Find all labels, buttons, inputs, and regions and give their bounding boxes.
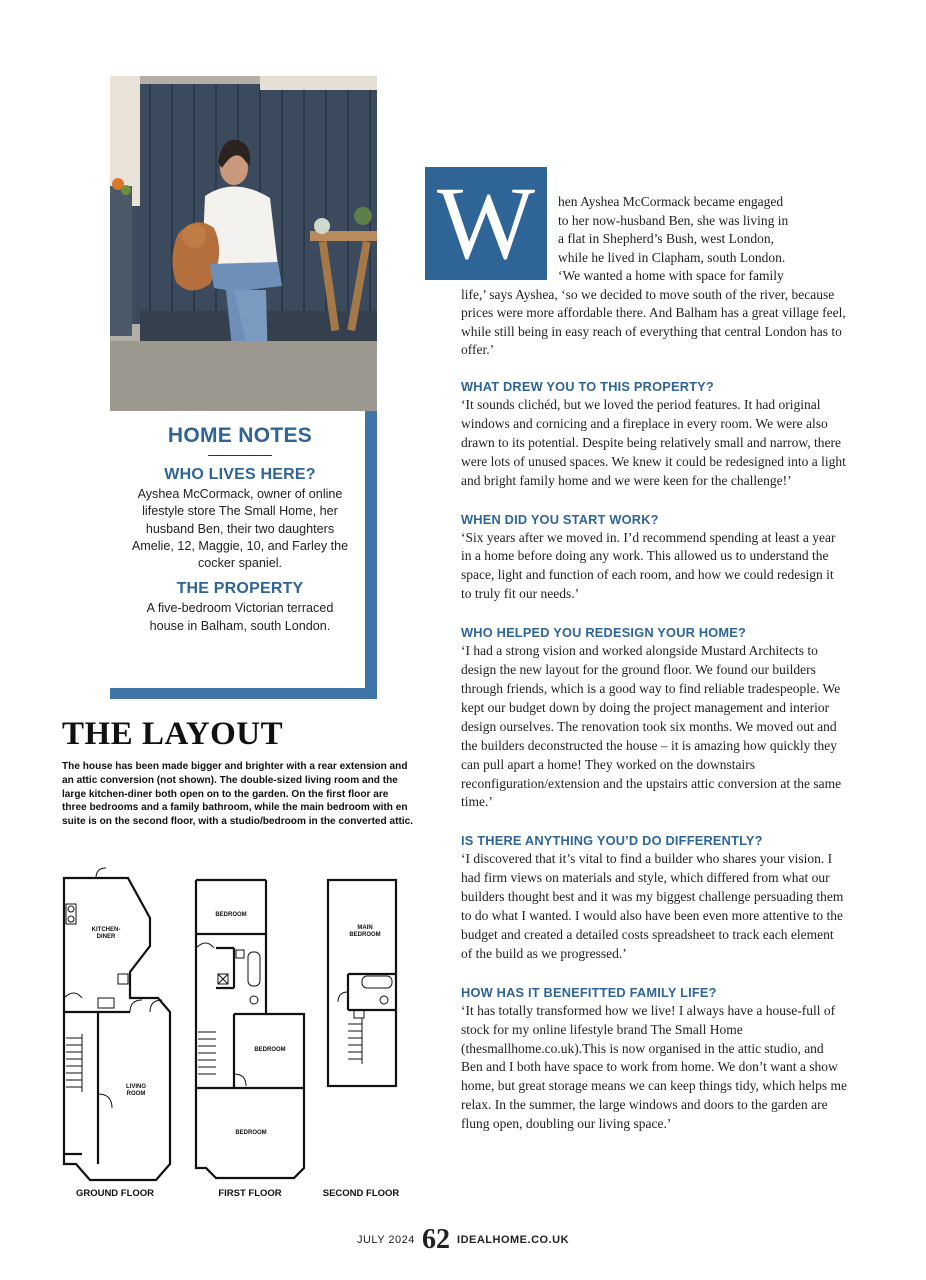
ground-floor-plan bbox=[64, 868, 170, 1180]
article-intro bbox=[461, 193, 847, 360]
home-notes-divider bbox=[208, 455, 272, 456]
the-property-text: A five-bedroom Victorian terraced house in Balham, south London. bbox=[146, 601, 334, 633]
intro-line: hen Ayshea McCormack became engaged bbox=[558, 194, 784, 209]
layout-description: The house has been made bigger and brighter with a rear extension and an attic conversion (not shown). The double-sized living room and the large kitchen-diner both open on to the garden. On the first floor are three bedrooms and a family bathroom, while the main bedroom with en suite is on the second floor, with a studio/bedroom in the converted attic. bbox=[62, 761, 414, 828]
floor-plans-drawing bbox=[58, 864, 410, 1199]
living-room-label-1: LIVING bbox=[125, 1084, 147, 1090]
page-footer bbox=[0, 1224, 926, 1256]
second-floor-label: SECOND FLOOR bbox=[322, 1188, 400, 1199]
page-number: 62 bbox=[421, 1224, 450, 1255]
intro-line: to her now-husband Ben, she was living in bbox=[558, 212, 789, 228]
first-floor-bedroom-1-label: BEDROOM bbox=[215, 912, 247, 918]
home-notes-frame-bottom bbox=[110, 688, 377, 699]
floor-plans bbox=[58, 864, 410, 1199]
intro-line: a flat in Shepherd’s Bush, west London, bbox=[558, 231, 774, 246]
layout-title: THE LAYOUT bbox=[62, 716, 284, 752]
living-room-label-2: ROOM bbox=[126, 1091, 146, 1097]
answer-text: ‘It has totally transformed how we live! I always have a house-full of stock for my online lifestyle brand The Small Home (thesmallhome.co.uk).This is now organised in the attic studio, and Ben and I both have space to work from home. We don’t want a show home, but great storage means we can keep things tidy, which helps me relax. In the summer, the large windows and doors to the garden are flung open, doubling our living space.’ bbox=[461, 1002, 848, 1132]
the-property-heading: THE PROPERTY bbox=[176, 580, 304, 598]
second-floor-fixtures bbox=[338, 976, 392, 1064]
ground-floor-label: GROUND FLOOR bbox=[75, 1188, 155, 1199]
main-bedroom-label-2: BEDROOM bbox=[349, 932, 381, 938]
question-heading: WHEN DID YOU START WORK? bbox=[461, 511, 659, 527]
article-qa bbox=[461, 378, 847, 1154]
kitchen-diner-label-1: KITCHEN- bbox=[91, 927, 121, 933]
intro-rest: life,’ says Ayshea, ‘so we decided to move south of the river, because prices were more affordable there. And Balham has a great village feel, while still being in easy reach of everything that central London has to offer.’ bbox=[461, 286, 846, 357]
home-notes-title: HOME NOTES bbox=[167, 424, 313, 447]
home-notes-frame-right bbox=[365, 411, 377, 699]
ground-floor-fixtures bbox=[66, 904, 128, 1008]
website-link[interactable]: IDEALHOME.CO.UK bbox=[457, 1234, 570, 1246]
first-floor-label: FIRST FLOOR bbox=[218, 1188, 282, 1199]
answer-text: ‘I had a strong vision and worked alongside Mustard Architects to design the new layout for the ground floor. We found our builders through friends, which is a good way to find reliable tradespeople. We kept our budget down by doing the project management and interior design ourselves. The renovation took six months. We moved out and the builders deconstructed the house – it is amazing how quickly they can pull apart a home! They worked on the downstairs reconfiguration/extension and the upstairs attic conversion at the same time.’ bbox=[461, 643, 842, 810]
question-heading: IS THERE ANYTHING YOU’D DO DIFFERENTLY? bbox=[461, 833, 763, 849]
answer-text: ‘Six years after we moved in. I’d recommend spending at least a year in a home before doing any work. This allowed us to understand the space, light and function of each room, and how we could redesign it to truly fit our needs.’ bbox=[461, 529, 836, 602]
homeowner-photo bbox=[110, 76, 377, 411]
question-heading: WHAT DREW YOU TO THIS PROPERTY? bbox=[461, 379, 714, 394]
who-lives-here-text: Ayshea McCormack, owner of online lifestyle store The Small Home, her husband Ben, their two daughters Amelie, 12, Maggie, 10, and Farley the cocker spaniel. bbox=[131, 487, 349, 571]
answer-text: ‘It sounds clichéd, but we loved the period features. It had original windows and cornicing and a fireplace in every room. We were also drawn to its potential. Despite being relatively small and narrow, there were lots of unused spaces. We knew it could be redesigned into a light and bright family home and we were keen for the challenge!’ bbox=[461, 397, 846, 488]
kitchen-diner-label-2: DINER bbox=[96, 934, 116, 940]
first-floor-bedroom-3-label: BEDROOM bbox=[235, 1130, 267, 1136]
first-floor-bedroom-2-label: BEDROOM bbox=[254, 1047, 286, 1053]
answer-text: ‘I discovered that it’s vital to find a builder who shares your vision. I had firm views on materials and style, which differed from what our builders thought best and it was my biggest challenge persuading them to do what I wanted. I would also have been even more attentive to the budget and created a detailed costs spreadsheet to track each element of the build as we progressed.’ bbox=[461, 851, 844, 961]
ground-floor-stairs bbox=[66, 1034, 82, 1092]
issue-date: JULY 2024 bbox=[356, 1234, 415, 1246]
main-bedroom-label-1: MAIN bbox=[357, 925, 373, 931]
who-lives-here-heading: WHO LIVES HERE? bbox=[164, 466, 316, 483]
intro-line: ‘We wanted a home with space for family bbox=[558, 268, 784, 283]
question-heading: HOW HAS IT BENEFITTED FAMILY LIFE? bbox=[461, 984, 717, 1000]
intro-line: while he lived in Clapham, south London. bbox=[558, 249, 786, 265]
question-heading: WHO HELPED YOU REDESIGN YOUR HOME? bbox=[461, 625, 747, 641]
drop-cap: W bbox=[425, 167, 547, 280]
home-notes-box bbox=[130, 424, 350, 643]
homeowner-photo-illustration bbox=[110, 76, 377, 411]
